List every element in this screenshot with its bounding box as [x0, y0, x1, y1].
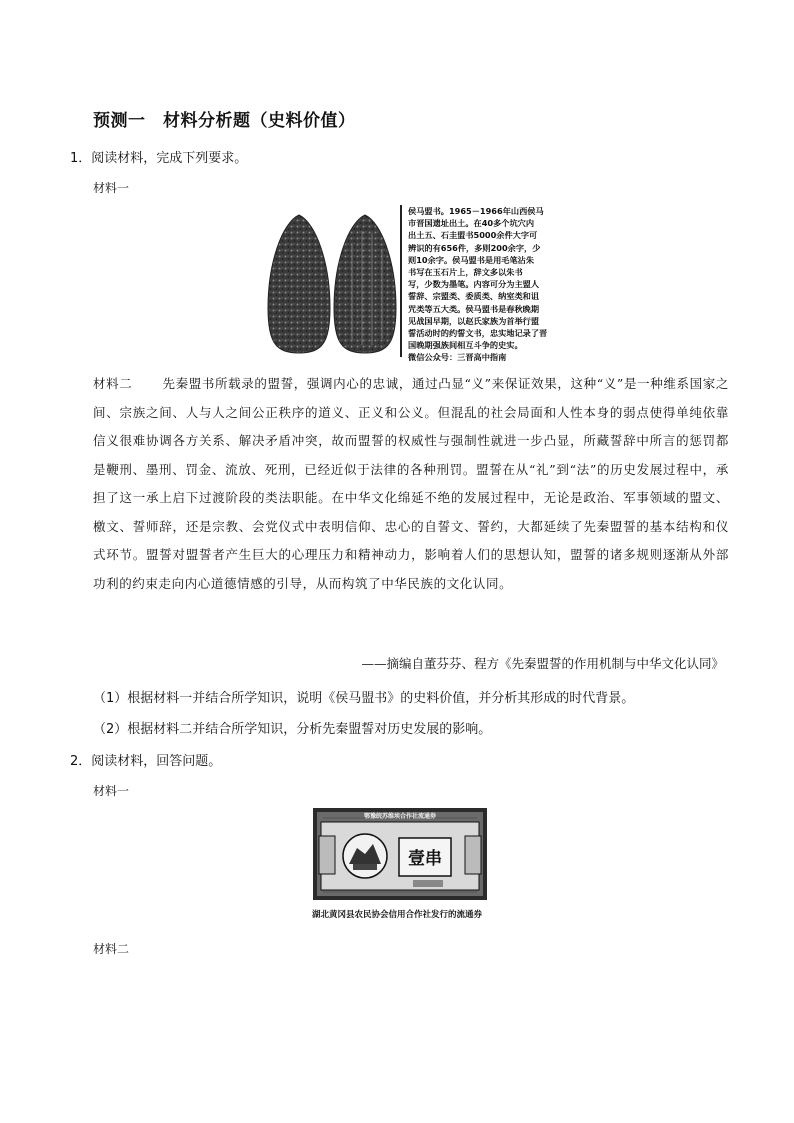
- figure-text-line: 出土五、石圭盟书5000余件大字可: [408, 230, 538, 241]
- figure-text-line: 微信公众号：三晋高中指南: [408, 352, 507, 363]
- covenant-description-text: [400, 205, 568, 363]
- stone-tablet-image-left: [266, 213, 332, 355]
- figure-text-line: 侯马盟书。1965－1966年山西侯马: [408, 206, 544, 216]
- stone-tablet-image-right: [332, 213, 398, 355]
- figure-text-line: 见战国早期，以赵氏家族为首举行盟: [408, 315, 540, 326]
- figure-text-line: 誓辞、宗盟类、委质类、纳室类和诅: [408, 291, 540, 302]
- houma-covenant-figure: [258, 205, 558, 363]
- question-1-heading: 1．阅读材料，完成下列要求。: [70, 151, 248, 166]
- banknote-caption: 湖北黄冈县农民协会信用合作社发行的流通券: [311, 910, 482, 920]
- banknote-image: [313, 808, 487, 900]
- question-1-part-1: （1）根据材料一并结合所学知识，说明《侯马盟书》的史料价值，并分析其形成的时代背景。: [93, 691, 635, 706]
- figure-text-line: 则10余字。侯马盟书是用毛笔沾朱: [408, 254, 535, 265]
- figure-text-line: 写，少数为墨笔。内容可分为主盟人: [408, 279, 540, 290]
- material-2-source: ——摘编自董芬芬、程方《先秦盟誓的作用机制与中华文化认同》: [361, 656, 724, 671]
- figure-text-line: 咒类等五大类。侯马盟书是春秋晚期: [408, 303, 540, 314]
- question-2-heading: 2．阅读材料，回答问题。: [70, 754, 222, 769]
- q2-material-2-label: 材料二: [93, 942, 130, 956]
- banknote-denomination-text: 壹串: [408, 849, 442, 869]
- question-1-part-2: （2）根据材料二并结合所学知识，分析先秦盟誓对历史发展的影响。: [93, 722, 492, 737]
- q1-material-2-paragraph: [93, 370, 729, 598]
- q1-material-2-label: 材料二: [93, 376, 133, 391]
- figure-text-line: 书写在玉石片上，辞文多以朱书: [408, 267, 523, 278]
- figure-text-line: 国晚期强族间相互斗争的史实。: [408, 340, 523, 351]
- figure-text-line: 誓活动时的约誓文书，忠实地记录了晋: [408, 328, 548, 339]
- page-title: 预测一 材料分析题（史料价值）: [93, 111, 356, 131]
- figure-text-line: 市晋国遗址出土。在40多个坑穴内: [408, 218, 535, 229]
- q1-material-1-label: 材料一: [93, 181, 130, 195]
- q2-material-1-label: 材料一: [93, 784, 130, 798]
- banknote-header-text: 鄂豫皖苏维埃合作社流通券: [363, 813, 437, 820]
- q1-material-2-text: 先秦盟书所载录的盟誓，强调内心的忠诚，通过凸显“义”来保证效果，这种“义”是一种维系国家之间、宗族之间、人与人之间公正秩序的道义、正义和公义。但混乱的社会局面和人性本身的弱点使得单纯依靠信义很难协调各方关系、解决矛盾冲突，故而盟誓的权威性与强制性就进一步凸显，所藏誓辞中所言的惩罚都是鞭刑、墨刑、罚金、流放、死刑，已经近似于法律的各种刑罚。盟誓在从“礼”到“法”的历史发展过程中，承担了这一承上启下过渡阶段的类法职能。在中华文化绵延不绝的发展过程中，无论是政治、军事领域的盟文、檄文、誓师辞，还是宗教、会党仪式中表明信仰、忠心的自誓文、誓约，大都延续了先秦盟誓的基本结构和仪式环节。盟誓对盟誓者产生巨大的心理压力和精神动力，影响着人们的思想认知，盟誓的诸多规则逐渐从外部功利的约束走向内心道德情感的引导，从而构筑了中华民族的文化认同。: [93, 376, 729, 591]
- figure-text-line: 辨识的有656件，多则200余字，少: [408, 242, 541, 253]
